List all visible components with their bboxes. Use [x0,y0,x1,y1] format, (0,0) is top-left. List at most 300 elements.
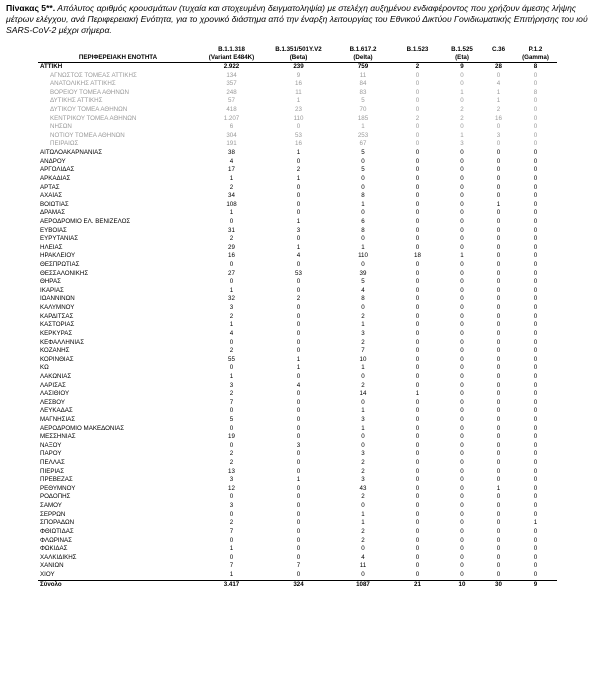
case-count: 0 [296,235,301,243]
total-count: 9 [514,580,557,589]
case-count: 0 [533,372,538,380]
case-count: 0 [229,364,234,372]
case-count: 0 [415,441,420,449]
case-count: 0 [415,433,420,441]
case-count: 0 [496,217,501,225]
case-count: 1 [361,519,365,527]
case-count: 0 [460,527,464,535]
case-count: 0 [533,131,538,139]
table-row [38,218,557,227]
case-count: 357 [226,80,237,88]
case-count: 0 [496,467,501,475]
case-count: 0 [460,450,464,458]
case-count: 14 [359,390,367,398]
case-count: 0 [496,570,501,578]
case-count: 0 [460,312,464,320]
case-count: 0 [415,536,420,544]
case-count: 0 [296,209,301,217]
case-count: 0 [296,519,301,527]
case-count: 0 [533,545,538,553]
case-count: 0 [533,261,538,269]
table-row [38,321,557,330]
case-count: 2 [460,114,464,122]
case-count: 0 [533,174,538,182]
case-count: 7 [361,347,365,355]
case-count: 0 [533,381,538,389]
case-count: 108 [226,200,237,208]
case-count: 0 [296,484,301,492]
case-count: 0 [415,467,420,475]
case-count: 0 [496,183,501,191]
case-count: 0 [533,338,538,346]
case-count: 0 [533,467,538,475]
case-count: 2 [229,312,234,320]
case-count: 0 [460,192,464,200]
case-count: 34 [228,192,235,200]
region-name: ΚΑΛΥΜΝΟΥ [40,304,75,312]
case-count: 0 [460,329,464,337]
region-name: ΚΕΡΚΥΡΑΣ [40,329,73,337]
case-count: 7 [229,398,234,406]
case-count: 0 [460,562,464,570]
table-row [38,140,557,149]
case-count: 0 [460,321,464,329]
table-row [38,382,557,391]
table-row [38,287,557,296]
case-count: 0 [229,407,234,415]
region-name: ΛΑΚΩΝΙΑΣ [40,372,72,380]
case-count: 0 [533,269,538,277]
case-count: 1 [296,243,301,251]
case-count: 134 [226,71,237,79]
case-count: 0 [460,149,464,157]
case-count: 0 [533,157,538,165]
case-count: 0 [361,570,365,578]
case-count: 0 [229,536,234,544]
case-count: 0 [460,200,464,208]
col-header: B.1.523 [406,46,429,53]
region-name: ΑΤΤΙΚΗ [38,63,198,72]
region-name: ΝΗΣΩΝ [50,123,72,131]
case-count: 0 [460,157,464,165]
case-count: 0 [533,226,538,234]
case-count: 0 [460,570,464,578]
case-count: 0 [415,261,420,269]
case-count: 3 [229,502,234,510]
case-count: 0 [496,295,501,303]
case-count: 0 [533,527,538,535]
case-count: 0 [296,570,301,578]
region-name: ΚΑΡΔΙΤΣΑΣ [40,312,74,320]
table-row [38,244,557,253]
case-count: 0 [496,312,501,320]
region-name: ΠΕΛΛΑΣ [40,459,65,467]
case-count: 8 [361,192,365,200]
table-row [38,476,557,485]
case-count: 0 [460,415,464,423]
case-count: 8 [361,226,365,234]
case-count: 0 [296,192,301,200]
case-count: 0 [533,459,538,467]
table-row [38,442,557,451]
case-count: 43 [359,484,367,492]
case-count: 0 [460,347,464,355]
table-row [38,270,557,279]
case-count: 0 [415,502,420,510]
total-count: 3.417 [198,580,265,589]
table-row [38,158,557,167]
case-count: 0 [496,235,501,243]
case-count: 0 [496,415,501,423]
region-name: ΗΛΕΙΑΣ [40,243,63,251]
case-count: 0 [533,243,538,251]
case-count: 0 [229,278,234,286]
case-count: 1 [229,545,234,553]
table-row [38,459,557,468]
case-count: 0 [460,398,464,406]
case-count: 9 [296,71,301,79]
case-count: 1 [533,519,538,527]
case-count: 0 [361,157,365,165]
case-count: 0 [415,329,420,337]
case-count: 0 [415,183,420,191]
case-count: 0 [296,502,301,510]
table-row [38,227,557,236]
case-count: 0 [415,407,420,415]
case-count: 1 [296,217,301,225]
region-name: ΚΟΡΙΝΘΙΑΣ [40,355,74,363]
case-count: 248 [226,88,237,96]
case-count: 0 [533,321,538,329]
case-count: 0 [496,278,501,286]
case-count: 0 [496,450,501,458]
case-count: 0 [361,441,365,449]
region-name: ΣΠΟΡΑΔΩΝ [40,519,75,527]
table-row [38,425,557,434]
case-count: 0 [496,304,501,312]
case-count: 0 [460,364,464,372]
case-count: 1 [361,510,365,518]
case-count: 0 [533,536,538,544]
case-count: 0 [496,536,501,544]
case-count: 0 [296,123,301,131]
case-count: 1 [361,243,365,251]
case-count: 0 [415,527,420,535]
case-count: 0 [496,140,501,148]
region-name: ΑΡΤΑΣ [40,183,60,191]
case-count: 12 [228,484,235,492]
col-header: P.1.2 [528,46,543,53]
case-count: 0 [460,286,464,294]
case-count: 27 [228,269,235,277]
variants-table [38,46,557,589]
case-count: 0 [296,183,301,191]
case-count: 2 [496,106,501,114]
case-count: 0 [496,329,501,337]
case-count: 0 [496,252,501,260]
case-count: 0 [361,372,365,380]
case-count: 0 [460,183,464,191]
case-count: 0 [496,372,501,380]
table-row [38,235,557,244]
case-count: 23 [295,106,302,114]
region-name: ΡΟΔΟΠΗΣ [40,493,71,501]
case-count: 38 [228,149,235,157]
case-count: 0 [460,493,464,501]
case-count: 1 [296,174,301,182]
case-count: 253 [357,131,369,139]
case-count: 0 [415,286,420,294]
case-count: 0 [496,545,501,553]
case-count: 0 [460,390,464,398]
case-count: 1 [229,174,234,182]
case-count: 2 [229,450,234,458]
case-count: 0 [296,312,301,320]
case-count: 0 [533,209,538,217]
table-row [38,252,557,261]
case-count: 17 [228,166,235,174]
case-count: 0 [533,424,538,432]
case-count: 2 [361,493,365,501]
total-count: 10 [441,580,483,589]
region-name: ΛΕΣΒΟΥ [40,398,65,406]
case-count: 2 [361,527,365,535]
table-row [38,97,557,106]
case-count: 0 [296,390,301,398]
case-count: 0 [533,114,538,122]
case-count: 0 [415,80,420,88]
table-row [38,502,557,511]
case-count: 2 [361,459,365,467]
caption-label: Πίνακας 5**. [6,3,56,13]
case-count: 0 [496,364,501,372]
case-count: 0 [496,286,501,294]
case-count: 1 [296,364,301,372]
case-count: 0 [496,174,501,182]
case-count: 1 [415,390,420,398]
case-count: 2 [361,381,365,389]
table-row [38,545,557,554]
case-count: 1 [229,286,234,294]
case-count: 5 [361,166,365,174]
case-count: 0 [533,355,538,363]
case-count: 0 [361,502,365,510]
case-count: 0 [296,200,301,208]
region-name: ΚΟΖΑΝΗΣ [40,347,70,355]
case-count: 0 [533,493,538,501]
region-name: ΛΕΥΚΑΔΑΣ [40,407,73,415]
case-count: 0 [496,476,501,484]
case-count: 4 [361,286,365,294]
table-row [38,493,557,502]
case-count: 0 [460,467,464,475]
region-name: ΚΕΦΑΛΛΗΝΙΑΣ [40,338,85,346]
case-count: 0 [415,510,420,518]
case-count: 0 [533,200,538,208]
case-count: 0 [415,174,420,182]
case-count: 0 [415,347,420,355]
case-count: 0 [415,157,420,165]
case-count: 0 [296,553,301,561]
case-count: 0 [496,390,501,398]
case-count: 1 [361,200,365,208]
case-count: 4 [496,80,501,88]
case-count: 0 [533,484,538,492]
table-row [38,399,557,408]
case-count: 1 [496,88,501,96]
case-count: 0 [460,536,464,544]
case-count: 0 [496,407,501,415]
case-count: 0 [296,433,301,441]
case-count: 2 [361,536,365,544]
case-count: 0 [415,398,420,406]
region-name: ΧΑΝΙΩΝ [40,562,64,570]
case-count: 191 [226,140,237,148]
case-count: 0 [460,553,464,561]
case-count: 0 [415,553,420,561]
region-name: ΛΑΣΙΘΙΟΥ [40,390,70,398]
case-count: 0 [415,106,420,114]
case-count: 11 [359,71,367,79]
case-count: 0 [229,493,234,501]
case-count: 0 [460,278,464,286]
case-count: 0 [415,562,420,570]
case-count: 0 [496,510,501,518]
table-row [38,562,557,571]
table-row [38,184,557,193]
case-count: 1 [361,407,365,415]
case-count: 0 [415,217,420,225]
case-count: 0 [296,157,301,165]
case-count: 13 [228,467,235,475]
table-row [38,106,557,115]
case-count: 0 [496,338,501,346]
case-count: 0 [296,261,301,269]
case-count: 110 [358,252,368,260]
case-count: 0 [415,166,420,174]
col-subheader: (Eta) [441,54,483,63]
total-count: 30 [483,580,514,589]
case-count: 11 [359,562,367,570]
case-count: 1 [361,424,365,432]
case-count: 0 [460,381,464,389]
col-header: B.1.525 [451,46,473,53]
case-count: 1 [361,364,365,372]
region-name: ΦΛΩΡΙΝΑΣ [40,536,72,544]
case-count: 0 [361,398,365,406]
case-count: 239 [265,63,332,72]
case-count: 0 [460,304,464,312]
case-count: 0 [533,217,538,225]
case-count: 0 [460,484,464,492]
case-count: 16 [495,114,502,122]
col-subheader [394,54,441,63]
case-count: 0 [229,217,234,225]
case-count: 8 [533,88,538,96]
table-row [38,537,557,546]
case-count: 0 [296,347,301,355]
case-count: 0 [361,433,365,441]
region-name: ΑΝΔΡΟΥ [40,157,66,165]
case-count: 6 [229,123,234,131]
case-count: 1 [460,252,464,260]
case-count: 3 [229,304,234,312]
region-name: ΣΕΡΡΩΝ [40,510,66,518]
case-count: 0 [460,545,464,553]
case-count: 0 [533,304,538,312]
region-name: ΕΥΡΥΤΑΝΙΑΣ [40,235,79,243]
case-count: 0 [533,415,538,423]
case-count: 418 [226,106,237,114]
table-row [38,63,557,72]
table-row [38,175,557,184]
case-count: 1 [496,97,501,105]
case-count: 0 [296,398,301,406]
case-count: 0 [296,304,301,312]
case-count: 0 [296,407,301,415]
case-count: 0 [415,415,420,423]
table-row [38,450,557,459]
case-count: 0 [533,476,538,484]
region-name: ΑΝΑΤΟΛΙΚΗΣ ΑΤΤΙΚΗΣ [50,80,116,88]
case-count: 304 [226,131,237,139]
region-name: ΑΡΓΟΛΙΔΑΣ [40,166,75,174]
case-count: 0 [415,123,420,131]
case-count: 0 [533,312,538,320]
case-count: 0 [460,71,464,79]
case-count: 0 [296,286,301,294]
case-count: 0 [533,553,538,561]
region-name: ΘΗΡΑΣ [40,278,61,286]
case-count: 0 [496,269,501,277]
case-count: 0 [533,407,538,415]
case-count: 0 [533,252,538,260]
case-count: 0 [229,424,234,432]
region-name: ΝΑΞΟΥ [40,441,62,449]
total-count: 21 [394,580,441,589]
case-count: 0 [460,174,464,182]
col-subheader [483,54,514,63]
case-count: 1 [296,355,301,363]
table-row [38,571,557,580]
case-count: 0 [460,123,464,131]
case-count: 0 [415,140,420,148]
case-count: 0 [415,476,420,484]
col-subheader: (Variant E484K) [198,54,265,63]
table-row [38,261,557,270]
case-count: 0 [415,88,420,96]
case-count: 16 [228,252,235,260]
table-row [38,519,557,528]
region-name: ΑΓΝΩΣΤΟΣ ΤΟΜΕΑΣ ΑΤΤΙΚΗΣ [50,71,137,79]
region-name: ΑΙΤΩΛΟΑΚΑΡΝΑΝΙΑΣ [40,149,103,157]
case-count: 2 [460,106,464,114]
case-count: 0 [415,97,420,105]
case-count: 0 [296,424,301,432]
case-count: 53 [295,269,302,277]
total-row [38,580,557,589]
case-count: 7 [229,562,234,570]
case-count: 0 [460,269,464,277]
case-count: 0 [229,338,234,346]
case-count: 0 [533,80,538,88]
case-count: 0 [533,398,538,406]
case-count: 0 [296,510,301,518]
region-name: ΜΑΓΝΗΣΙΑΣ [40,415,76,423]
table-row [38,511,557,520]
table-row [38,313,557,322]
region-name: ΑΧΑΪΑΣ [40,192,63,200]
